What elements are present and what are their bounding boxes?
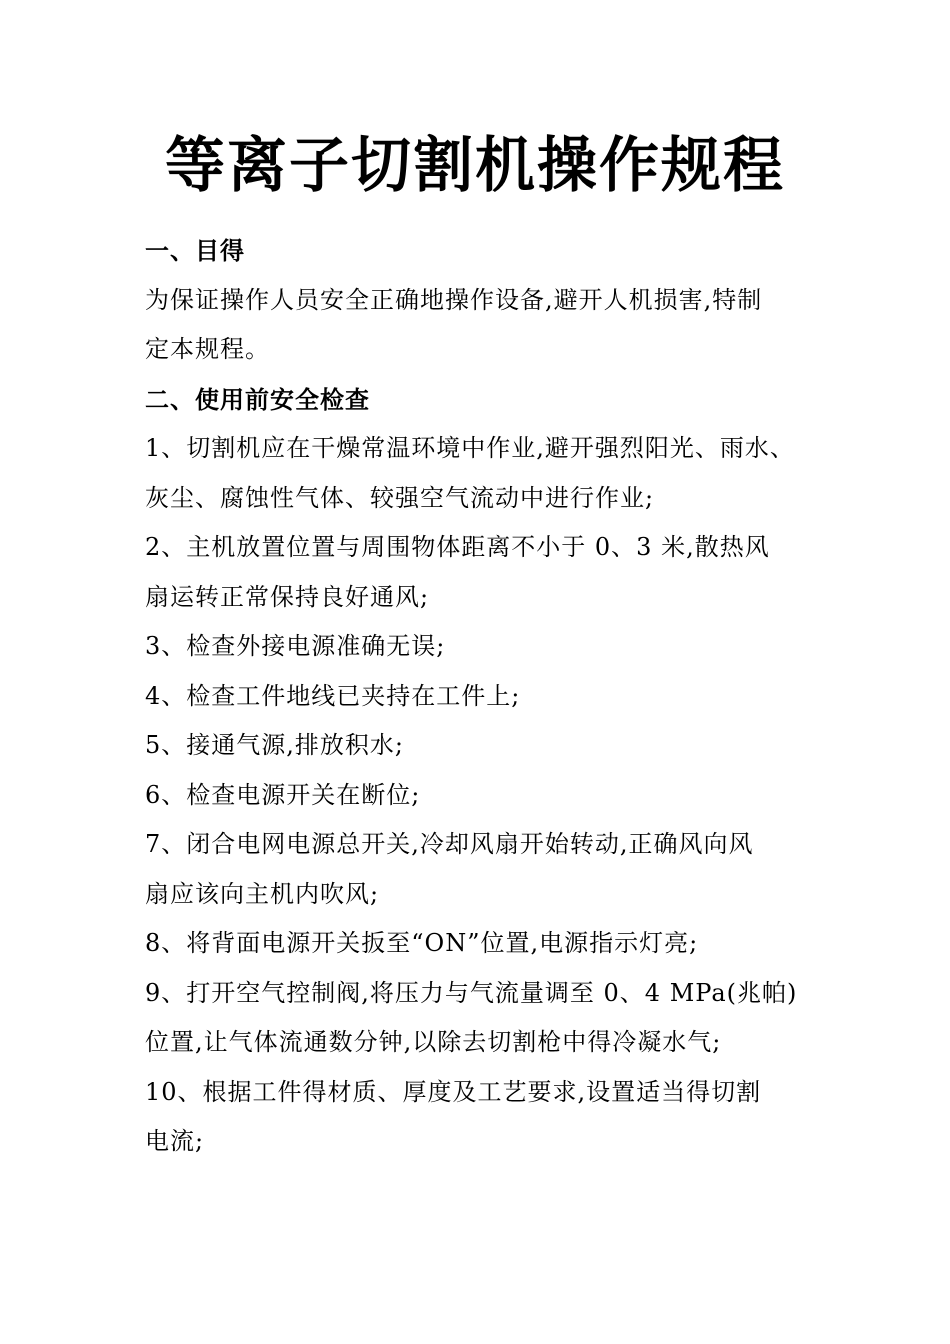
section-heading-safety-check: 二、使用前安全检查 (145, 384, 370, 414)
list-item-line: 7、闭合电网电源总开关,冷却风扇开始转动,正确风向风 (145, 830, 754, 858)
list-item-line: 位置,让气体流通数分钟,以除去切割枪中得冷凝水气; (145, 1028, 722, 1056)
section-heading-purpose: 一、目得 (145, 236, 245, 265)
page-title: 等离子切割机操作规程 (165, 131, 785, 201)
list-item-line: 电流; (145, 1127, 205, 1155)
paragraph-line: 为保证操作人员安全正确地操作设备,避开人机损害,特制 (145, 285, 763, 314)
list-item-line: 6、检查电源开关在断位; (145, 780, 421, 809)
list-item-line: 5、接通气源,排放积水; (145, 731, 404, 759)
paragraph-line: 定本规程。 (145, 335, 270, 363)
list-item-line: 4、检查工件地线已夹持在工件上; (145, 681, 521, 710)
list-item-line: 8、将背面电源开关扳至“ON”位置,电源指示灯亮; (145, 929, 699, 957)
list-item-line: 扇运转正常保持良好通风; (145, 582, 430, 611)
list-item-line: 1、切割机应在干燥常温环境中作业,避开强烈阳光、雨水、 (145, 434, 795, 462)
list-item-line: 3、检查外接电源准确无误; (145, 632, 446, 660)
list-item-line: 扇应该向主机内吹风; (145, 879, 380, 908)
list-item-line: 2、主机放置位置与周围物体距离不小于 0、3 米,散热风 (145, 533, 770, 561)
list-item-line: 灰尘、腐蚀性气体、较强空气流动中进行作业; (145, 483, 655, 512)
list-item-line: 10、根据工件得材质、厚度及工艺要求,设置适当得切割 (145, 1077, 762, 1106)
list-item-line: 9、打开空气控制阀,将压力与气流量调至 0、4 MPa(兆帕) (145, 978, 798, 1007)
document-body (145, 226, 825, 1167)
